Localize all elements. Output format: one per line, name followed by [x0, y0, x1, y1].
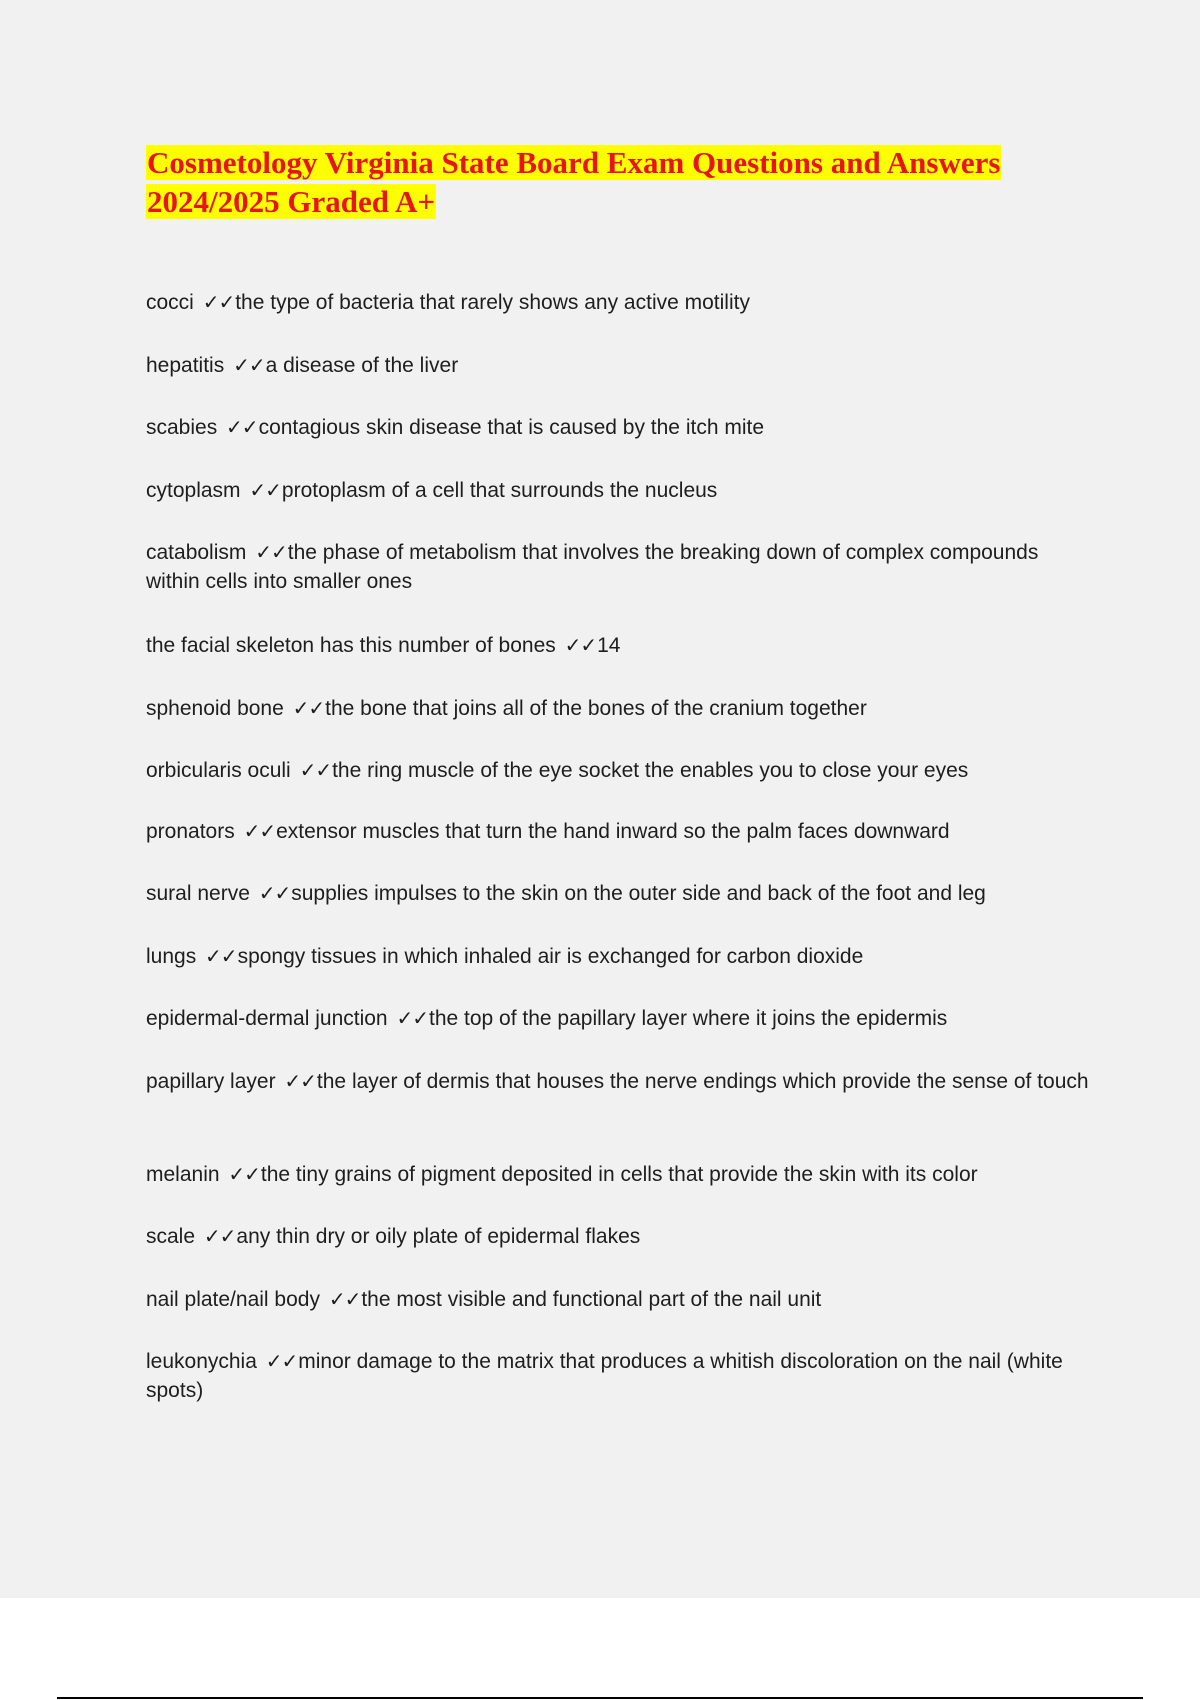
double-check-icon: ✓✓ — [243, 819, 276, 843]
qa-term: scabies — [146, 416, 218, 439]
qa-item — [146, 942, 1096, 971]
qa-item — [146, 538, 1096, 596]
double-check-icon: ✓✓ — [226, 415, 258, 439]
qa-term: sphenoid bone — [146, 697, 284, 720]
qa-term: melanin — [146, 1163, 220, 1186]
double-check-icon: ✓✓ — [255, 540, 287, 564]
qa-term: leukonychia — [146, 1350, 257, 1373]
document-title — [146, 143, 1076, 221]
qa-term: nail plate/nail body — [146, 1288, 320, 1311]
qa-item — [146, 476, 1096, 505]
qa-term: lungs — [146, 945, 197, 968]
qa-term: papillary layer — [146, 1070, 276, 1093]
qa-definition: contagious skin disease that is caused by the itch mite — [258, 416, 765, 439]
qa-item — [146, 351, 1096, 380]
qa-item — [146, 288, 1096, 317]
qa-term: hepatitis — [146, 354, 225, 377]
qa-definition: the top of the papillary layer where it joins the epidermis — [428, 1007, 948, 1030]
qa-definition: supplies impulses to the skin on the outer side and back of the foot and leg — [291, 882, 986, 905]
qa-item — [146, 756, 1096, 785]
qa-definition: any thin dry or oily plate of epidermal flakes — [236, 1225, 641, 1248]
qa-item — [146, 1222, 1096, 1251]
qa-term: the facial skeleton has this number of bones — [146, 634, 556, 657]
double-check-icon: ✓✓ — [396, 1006, 428, 1030]
qa-definition: minor damage to the matrix that produces a whitish discoloration on the nail (white spots) — [146, 1350, 1063, 1402]
qa-term: orbicularis oculi — [146, 759, 291, 782]
qa-term: cytoplasm — [146, 479, 241, 502]
double-check-icon: ✓✓ — [202, 290, 235, 314]
double-check-icon: ✓✓ — [292, 696, 325, 720]
qa-definition: a disease of the liver — [265, 354, 459, 377]
qa-definition: 14 — [597, 634, 621, 657]
qa-item — [146, 817, 1096, 846]
double-check-icon: ✓✓ — [233, 353, 265, 377]
qa-item — [146, 1160, 1096, 1189]
qa-term: sural nerve — [146, 882, 250, 905]
qa-definition: the type of bacteria that rarely shows any active motility — [235, 291, 750, 314]
double-check-icon: ✓✓ — [284, 1069, 316, 1093]
qa-definition: the most visible and functional part of the nail unit — [361, 1288, 822, 1311]
double-check-icon: ✓✓ — [249, 478, 281, 502]
qa-term: cocci — [146, 291, 194, 314]
qa-item — [146, 413, 1096, 442]
qa-term: epidermal-dermal junction — [146, 1007, 388, 1030]
qa-definition: the tiny grains of pigment deposited in cells that provide the skin with its color — [260, 1163, 978, 1186]
qa-item — [146, 1004, 1096, 1033]
document-title-text: Cosmetology Virginia State Board Exam Questions and Answers 2024/2025 Graded A+ — [147, 145, 1001, 219]
double-check-icon: ✓✓ — [564, 633, 597, 657]
qa-item — [146, 1347, 1096, 1405]
qa-definition: the phase of metabolism that involves the breaking down of complex compounds within cells into smaller ones — [146, 541, 1039, 593]
qa-definition: the layer of dermis that houses the nerve endings which provide the sense of touch — [316, 1070, 1089, 1093]
qa-item — [146, 1285, 1096, 1314]
qa-definition: the bone that joins all of the bones of the cranium together — [325, 697, 867, 720]
qa-item — [146, 694, 1096, 723]
qa-item — [146, 879, 1096, 908]
qa-term: catabolism — [146, 541, 247, 564]
footer-divider — [57, 1697, 1143, 1699]
double-check-icon: ✓✓ — [205, 944, 237, 968]
qa-item — [146, 1067, 1096, 1096]
double-check-icon: ✓✓ — [258, 881, 291, 905]
double-check-icon: ✓✓ — [299, 758, 332, 782]
qa-term: pronators — [146, 820, 235, 843]
qa-definition: extensor muscles that turn the hand inward so the palm faces downward — [276, 820, 950, 843]
double-check-icon: ✓✓ — [228, 1162, 260, 1186]
qa-term: scale — [146, 1225, 196, 1248]
qa-definition: the ring muscle of the eye socket the enables you to close your eyes — [332, 759, 969, 782]
qa-definition: spongy tissues in which inhaled air is exchanged for carbon dioxide — [237, 945, 864, 968]
qa-definition: protoplasm of a cell that surrounds the nucleus — [281, 479, 718, 502]
double-check-icon: ✓✓ — [265, 1349, 298, 1373]
double-check-icon: ✓✓ — [328, 1287, 361, 1311]
qa-item — [146, 631, 1096, 660]
double-check-icon: ✓✓ — [203, 1224, 236, 1248]
